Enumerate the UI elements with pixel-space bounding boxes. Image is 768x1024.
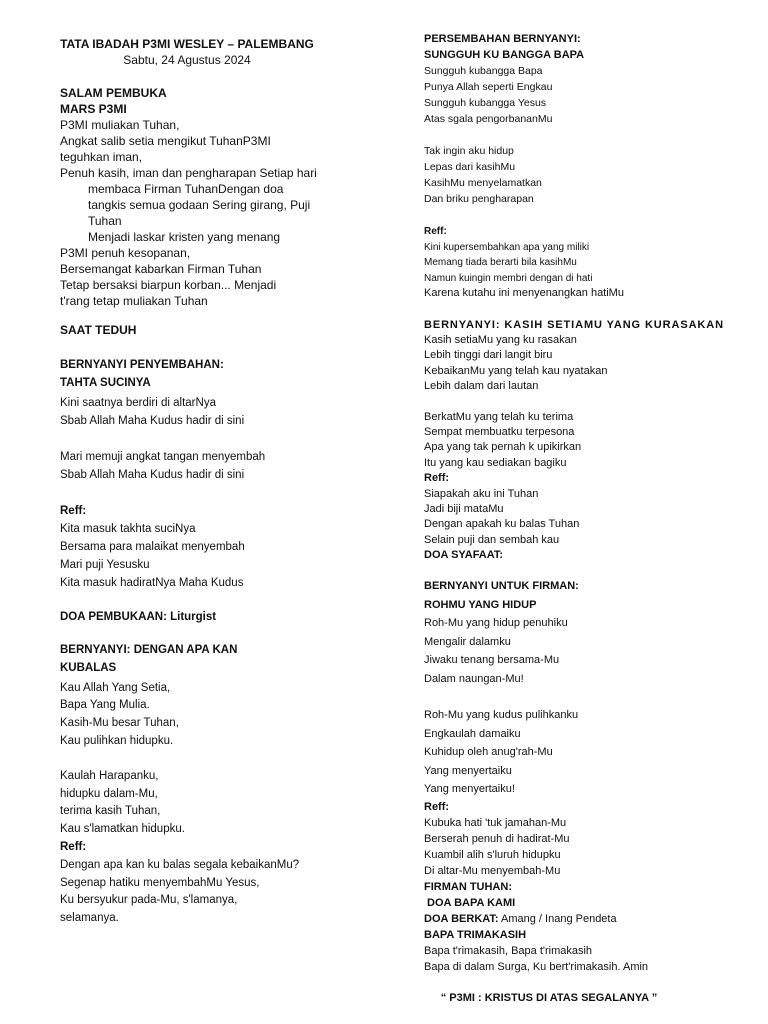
lyric-line: Lebih tinggi dari langit biru [424, 349, 553, 362]
lyric-line: terima kasih Tuhan, [60, 805, 161, 818]
lyric-line: Mengalir dalamku [424, 635, 511, 648]
lyric-line: membaca Firman TuhanDengan doa [88, 182, 284, 196]
lyric-line: Lepas dari kasihMu [424, 161, 516, 173]
lyric-line: Bapa Yang Mulia. [60, 699, 150, 712]
lyric-line: KasihMu menyelamatkan [424, 177, 542, 189]
lyric-line: Kuhidup oleh anug'rah-Mu [424, 746, 553, 758]
section-heading: BERNYANYI UNTUK FIRMAN: [424, 580, 579, 592]
doa-pembukaan [60, 611, 216, 623]
section-heading: SALAM PEMBUKA [60, 86, 167, 100]
section-subheading: ROHMU YANG HIDUP [424, 598, 537, 611]
lyric-line: Kasih-Mu besar Tuhan, [60, 717, 179, 730]
lyric-line: t'rang tetap muliakan Tuhan [60, 294, 208, 308]
section-heading: BERNYANYI: KASIH SETIAMU YANG KURASAKAN [424, 319, 724, 331]
lyric-line: teguhkan iman, [60, 150, 143, 164]
section-heading: BERNYANYI: DENGAN APA KAN [60, 644, 238, 656]
section-subheading: KUBALAS [60, 661, 117, 674]
lyric-line: Kita masuk takhta suciNya [60, 523, 196, 535]
reff-label: Reff: [60, 840, 87, 853]
lyric-line: Dengan apa kan ku balas segala kebaikanMu? [60, 858, 300, 871]
lyric-line: Penuh kasih, iman dan pengharapan Setiap hari [60, 166, 317, 180]
lyric-line: Bapa di dalam Surga, Ku bert'rimakasih. Amin [424, 961, 649, 973]
lyric-line: Atas sgala pengorbananMu [424, 113, 553, 125]
salam-section [60, 85, 317, 309]
lyric-line: Apa yang tak pernah k upikirkan [424, 441, 582, 454]
lyric-line: Sungguh kubangga Yesus [424, 97, 547, 109]
lyric-line: Dalam naungan-Mu! [424, 672, 524, 685]
lyric-line: Ku bersyukur pada-Mu, s'lamanya, [60, 894, 238, 907]
lyric-line: Jiwaku tenang bersama-Mu [424, 654, 560, 666]
lyric-line: Kasih setiaMu yang ku rasakan [424, 334, 577, 346]
doa-pembukaan-label: DOA PEMBUKAAN: [60, 611, 167, 623]
lyric-line: Sungguh kubangga Bapa [424, 65, 543, 77]
lyric-line: Kuambil alih s'luruh hidupku [424, 849, 561, 861]
doa-berkat-text: Amang / Inang Pendeta [501, 913, 617, 925]
lyric-line: Segenap hatiku menyembahMu Yesus, [60, 876, 260, 889]
lyric-line: Tuhan [88, 214, 122, 228]
lyric-line: KebaikanMu yang telah kau nyatakan [424, 364, 608, 377]
lyric-line: tangkis semua godaan Sering girang, Puji [88, 198, 311, 212]
lyric-line: Selain puji dan sembah kau [424, 533, 560, 546]
penyembahan-section [60, 356, 265, 592]
lyric-line: Kau pulihkan hidupku. [60, 734, 174, 747]
lyric-line: Bersemangat kabarkan Firman Tuhan [60, 262, 262, 276]
lyric-line: Sbab Allah Maha Kudus hadir di sini [60, 415, 245, 427]
lyric-line: Kau Allah Yang Setia, [60, 681, 171, 694]
kasih-setia-section [424, 333, 607, 564]
lyric-line: Berserah penuh di hadirat-Mu [424, 833, 570, 845]
doa-pembukaan-leader: Liturgist [170, 611, 217, 623]
lyric-line: Bapa t'rimakasih, Bapa t'rimakasih [424, 945, 593, 957]
lyric-line: Namun kuingin membri dengan di hati [424, 272, 593, 284]
section-heading: PERSEMBAHAN BERNYANYI: [424, 33, 581, 45]
lyric-line: Tetap bersaksi biarpun korban... Menjadi [60, 278, 277, 292]
doa-berkat [424, 911, 648, 927]
lyric-line: Angkat salib setia mengikut TuhanP3MI [60, 134, 271, 148]
lyric-line: P3MI muliakan Tuhan, [60, 118, 180, 132]
firman-tuhan-heading: FIRMAN TUHAN: [424, 881, 512, 893]
persembahan-section [424, 31, 584, 207]
lyric-line: Di altar-Mu menyembah-Mu [424, 865, 561, 877]
lyric-line: Kubuka hati 'tuk jamahan-Mu [424, 817, 567, 829]
lyric-line: Kaulah Harapanku, [60, 769, 159, 782]
page-title: TATA IBADAH P3MI WESLEY – PALEMBANG [60, 37, 314, 51]
saat-teduh-heading: SAAT TEDUH [60, 323, 137, 337]
dengan-apa-section [60, 642, 299, 928]
firman-song-section [424, 577, 579, 799]
lyric-line: Tak ingin aku hidup [424, 145, 514, 157]
reff-label: Reff: [60, 505, 87, 517]
lyric-line: Mari puji Yesusku [60, 559, 150, 571]
bapa-trimakasih-heading: BAPA TRIMAKASIH [424, 929, 527, 941]
lyric-line: Yang menyertaiku! [424, 783, 515, 795]
persembahan-reff [424, 224, 624, 302]
lyric-line: Kau s'lamatkan hidupku. [60, 823, 185, 836]
lyric-line: Lebih dalam dari lautan [424, 380, 539, 393]
lyric-line: hidupku dalam-Mu, [60, 787, 158, 800]
doa-berkat-label: DOA BERKAT: [424, 913, 499, 925]
reff-label: Reff: [424, 801, 450, 813]
lyric-line: BerkatMu yang telah ku terima [424, 410, 574, 423]
lyric-line: Itu yang kau sediakan bagiku [424, 456, 567, 469]
lyric-line: Dengan apakah ku balas Tuhan [424, 518, 580, 531]
section-subheading: TAHTA SUCINYA [60, 377, 151, 389]
lyric-line: Kita masuk hadiratNya Maha Kudus [60, 577, 244, 589]
firman-song-reff [424, 799, 648, 975]
lyric-line: Roh-Mu yang kudus pulihkanku [424, 709, 579, 721]
service-date: Sabtu, 24 Agustus 2024 [123, 53, 251, 67]
lyric-line: Mari memuji angkat tangan menyembah [60, 451, 266, 463]
lyric-line: Sempat membuatku terpesona [424, 426, 575, 439]
lyric-line: Memang tiada berarti bila kasihMu [424, 257, 577, 268]
lyric-line: Engkaulah damaiku [424, 727, 521, 740]
lyric-line: Roh-Mu yang hidup penuhiku [424, 617, 568, 629]
lyric-line: Punya Allah seperti Engkau [424, 81, 553, 93]
reff-label: Reff: [424, 226, 447, 237]
section-heading: BERNYANYI PENYEMBAHAN: [60, 359, 224, 371]
section-subheading: MARS P3MI [60, 102, 127, 116]
footer-motto: “ P3MI : KRISTUS DI ATAS SEGALANYA ” [440, 992, 658, 1004]
lyric-line: Kini saatnya berdiri di altarNya [60, 397, 216, 409]
lyric-line: Yang menyertaiku [424, 764, 512, 777]
lyric-line: Karena kutahu ini menyenangkan hatiMu [424, 287, 624, 299]
lyric-line: Sbab Allah Maha Kudus hadir di sini [60, 469, 245, 481]
lyric-line: Menjadi laskar kristen yang menang [88, 230, 281, 244]
lyric-line: Kini kupersembahkan apa yang miliki [424, 241, 590, 253]
lyric-line: selamanya. [60, 912, 119, 925]
lyric-line: Dan briku pengharapan [424, 193, 534, 205]
lyric-line: Siapakah aku ini Tuhan [424, 487, 539, 500]
section-subheading: SUNGGUH KU BANGGA BAPA [424, 49, 585, 61]
lyric-line: Jadi biji mataMu [424, 503, 504, 516]
lyric-line: Bersama para malaikat menyembah [60, 541, 245, 553]
doa-syafaat-heading: DOA SYAFAAT: [424, 549, 504, 562]
doa-bapa-kami-heading: DOA BAPA KAMI [427, 897, 516, 909]
lyric-line: P3MI penuh kesopanan, [60, 246, 191, 260]
reff-label: Reff: [424, 472, 450, 485]
